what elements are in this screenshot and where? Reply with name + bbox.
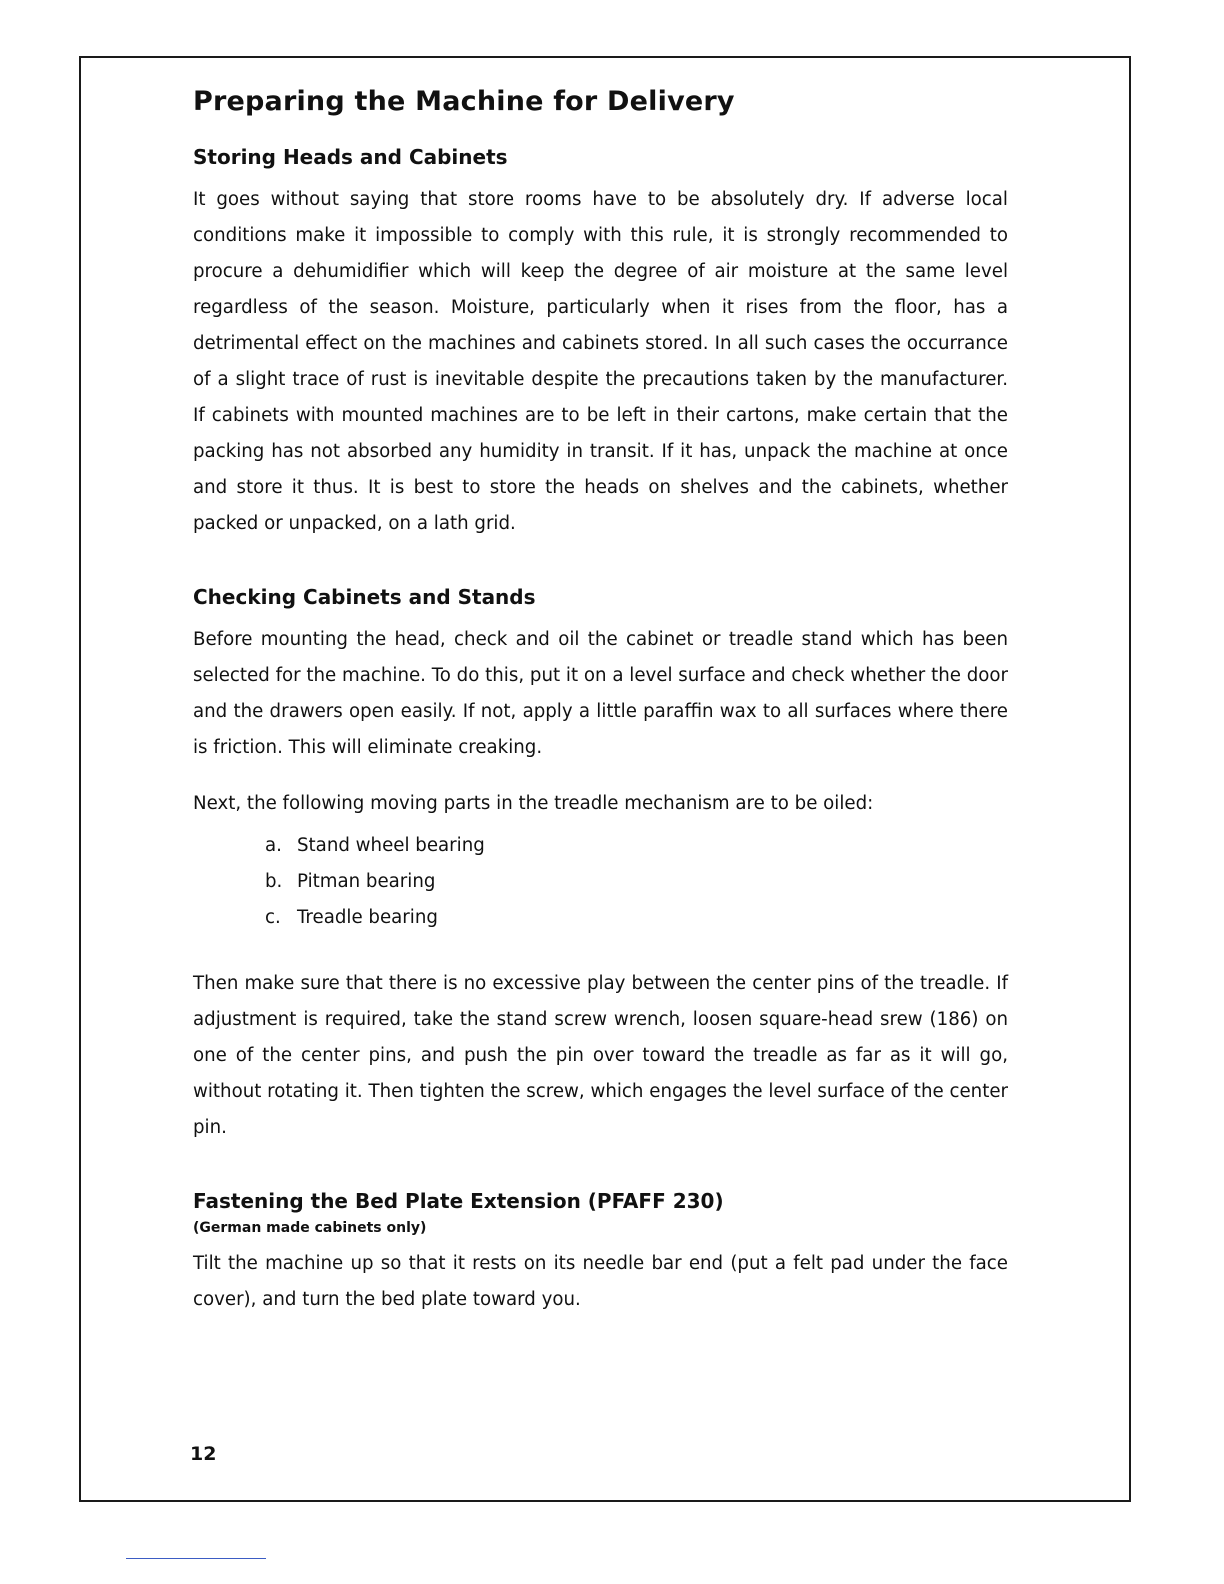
list-item-letter: a. [265,835,282,857]
list-item-text: Treadle bearing [297,907,438,929]
page-title: Preparing the Machine for Delivery [193,86,735,117]
paragraph-checking-2: Next, the following moving parts in the treadle mechanism are to be oiled: [193,793,874,815]
paragraph-storing: It goes without saying that store rooms have to be absolutely dry. If adverse local conditions make it impossible to comply with this rule, it is strongly recommended to procure a dehumidifier which will keep the degree of air moisture at the same level regardless of the season. Moisture, particularly when it rises from the floor, has a detrimental effect on the machines and cabinets stored. In all such cases the occurrance of a slight trace of rust is inevitable despite the precautions taken by the manufacturer. If cabinets with mounted machines are to be left in their cartons, make certain that the packing has not absorbed any humidity in transit. If it has, unpack the machine at once and store it thus. It is best to store the heads on shelves and the cabinets, whether packed or unpacked, on a lath grid. [193,189,1008,535]
section-subheading-fastening: (German made cabinets only) [193,1220,427,1237]
list-item-letter: b. [265,871,283,893]
list-item-text: Pitman bearing [297,871,436,893]
link-underline [126,1558,266,1559]
list-item [265,828,1008,864]
list-item [265,864,1008,900]
document-body [193,86,1008,1318]
paragraph-checking-3: Then make sure that there is no excessive play between the center pins of the treadle. If adjustment is required, take the stand screw wrench, loosen square-head srew (186) on one of the center pins, and push the pin over toward the treadle as far as it will go, without rotating it. Then tighten the screw, which engages the level surface of the center pin. [193,973,1008,1139]
list-item [265,900,1008,936]
section-heading-storing: Storing Heads and Cabinets [193,145,508,170]
paragraph-checking-1: Before mounting the head, check and oil the cabinet or treadle stand which has been selected for the machine. To do this, put it on a level surface and check whether the door and the drawers open easily. If not, apply a little paraffin wax to all surfaces where there is friction. This will eliminate creaking. [193,629,1008,759]
section-heading-checking: Checking Cabinets and Stands [193,585,536,610]
list-item-letter: c. [265,907,281,929]
paragraph-fastening: Tilt the machine up so that it rests on its needle bar end (put a felt pad under the face cover), and turn the bed plate toward you. [193,1253,1008,1311]
section-heading-fastening: Fastening the Bed Plate Extension (PFAFF 230) [193,1189,724,1214]
list-item-text: Stand wheel bearing [297,835,485,857]
oil-points-list [193,828,1008,936]
page-number: 12 [190,1443,217,1465]
